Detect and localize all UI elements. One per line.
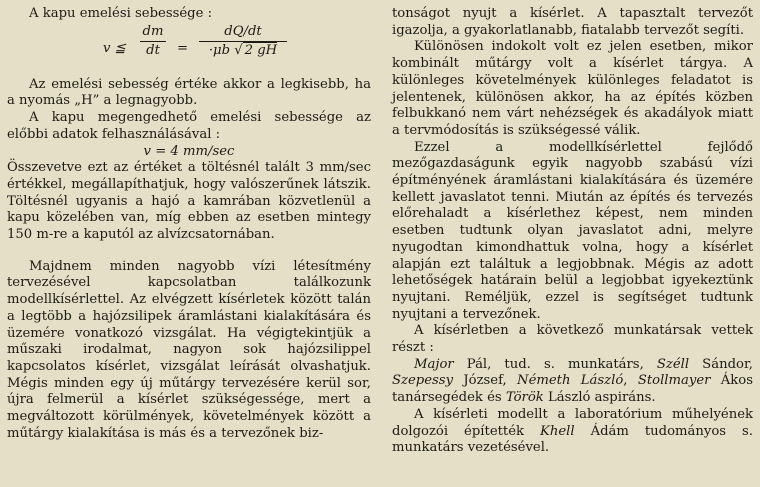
lifting-speed-formula [7, 24, 371, 74]
left-column [7, 6, 371, 442]
formula-fraction-dm-dt: dm dt [140, 24, 166, 60]
formula-fraction-dq: dQ/dt ·μb √ 2 gH [199, 24, 287, 60]
paragraph-gate-speed-intro: A kapu emelési sebessége : [29, 6, 213, 21]
paragraph-allowed-speed: A kapu megengedhető emelési sebessége az előbbi adatok felhasználásával : [7, 110, 371, 142]
speed-value: v = 4 mm/sec [143, 143, 235, 159]
formula-equals: = [177, 40, 189, 56]
paragraph-model-builders: A kísérleti modellt a laboratórium műhelyének dolgozói építették Khell Ádám tudományos s. munkatárs vezetésével. [392, 406, 753, 456]
paragraph-model-experiments: Majdnem minden nagyobb vízi létesítmény tervezésével kapcsolatban találkozunk modellkísérlettel. Az elvégzett kísérletek között talán a legtöbb a hajózsilipek áramlástani kialakítására és üzemére vonatkozó vizsgálat. Ha végigtekintjük a műszaki irodalmat, nagyon sok hajózsilippel kapcsolatos kísérlet, vizsgálat leírását olvashatjuk. Mégis minden egy új műtárgy tervezésére kerül sor, újra felmerül a kísérlet szükségessége, mert a megváltozott körülmények, követelmények között a műtárgy kialakítása is más és a tervezőnek biz- [7, 258, 371, 441]
paragraph-participants-intro: A kísérletben a következő munkatársak vettek részt : [392, 323, 753, 356]
paragraph-comparison: Összevetve ezt az értéket a töltésnél talált 3 mm/sec értékkel, megállapíthatjuk, hogy valószerűnek látszik. Töltésnél ugyanis a hajó a kamrában közvetlenül a kapu közelében van, míg ebben az esetben mintegy 150 m-re a kaputól az alvízcsatornában. [7, 160, 371, 243]
paragraph-lowest-speed: Az emelési sebesség értéke akkor a legkisebb, ha a nyomás „H” a legnagyobb. [7, 76, 371, 109]
paragraph-combined-structure: Különösen indokolt volt ez jelen esetben, mikor kombinált műtárgy volt a kísérlet tárgya. A különleges követelmények különleges feladatot is jelentenek, különösen akkor, ha az építés közben felbukkanó nem várt nehézségek és akadályok miatt a tervmódosítás is szükségessé válik. [392, 39, 753, 138]
paragraph-continuation: tonságot nyujt a kísérlet. A tapasztalt tervezőt igazolja, a gyakorlatlanabb, fiatalabb tervezőt segíti. [392, 6, 753, 38]
formula-lhs: v ≦ [103, 40, 126, 56]
right-column [392, 6, 753, 457]
paragraph-participants-list: Major Pál, tud. s. munkatárs, Széll Sándor, Szepessy József, Németh László, Stollmayer Ákos tanársegédek és Török László aspiráns. [392, 356, 753, 406]
paragraph-this-experiment: Ezzel a modellkísérlettel fejlődő mezőgazdaságunk egyik nagyobb szabású vízi építményének áramlástani kialakítására és üzemére kellett javaslatot tenni. Miután az építés és tervezés előrehaladt a kísérlethez képest, nem minden esetben tudtunk olyan javaslatot adni, melyre nyugodtan kimondhattuk volna, hogy a kísérlet alapján ezt találtuk a legjobbnak. Mégis az adott lehetőségek határain belül a legjobbat igyekeztünk nyujtani. Reméljük, ezzel is segítséget tudtunk nyujtani a tervezőnek. [392, 139, 753, 322]
